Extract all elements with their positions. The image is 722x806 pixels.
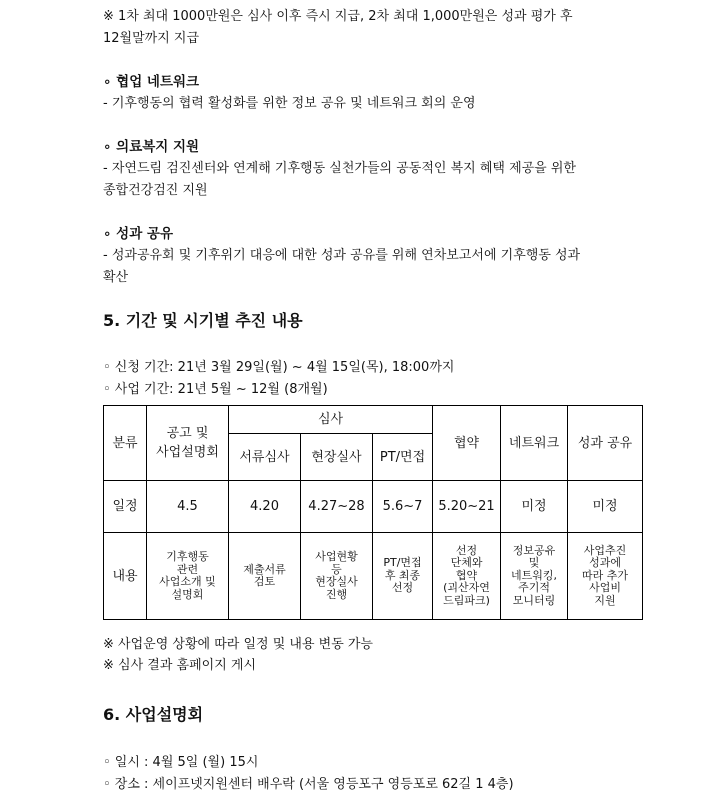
schedule-cell: 5.6~7	[373, 481, 433, 533]
header-site-inspection: 현장실사	[301, 434, 373, 481]
business-period: ◦ 사업 기간: 21년 5월 ~ 12월 (8개월)	[103, 382, 328, 397]
content-cell: 사업추진 성과에 따라 추가 사업비 지원	[568, 533, 643, 620]
section-text-medical-line1: - 자연드림 검진센터와 연계해 기후행동 실천가들의 공동적인 복지 혜택 제공을 위한	[103, 161, 576, 176]
section-text-medical-line2: 종합건강검진 지원	[103, 183, 208, 198]
schedule-cell: 4.5	[147, 481, 229, 533]
schedule-table	[103, 405, 643, 620]
briefing-date: ◦ 일시 : 4월 5일 (월) 15시	[103, 755, 259, 770]
section-title-medical: ∘ 의료복지 지원	[103, 139, 200, 155]
schedule-cell: 5.20~21	[433, 481, 501, 533]
payment-note-line1: ※ 1차 최대 1000만원은 심사 이후 즉시 지급, 2차 최대 1,000만원은 성과 평가 후	[103, 9, 573, 24]
content-cell: 기후행동 관련 사업소개 및 설명회	[147, 533, 229, 620]
schedule-cell: 4.20	[229, 481, 301, 533]
table-note-change: ※ 사업운영 상황에 따라 일정 및 내용 변동 가능	[103, 637, 373, 652]
payment-note-line2: 12월말까지 지급	[103, 31, 200, 46]
heading-section-6: 6. 사업설명회	[103, 705, 204, 724]
content-cell: PT/면접 후 최종 선정	[373, 533, 433, 620]
header-network: 네트워크	[501, 406, 568, 481]
content-cell: 제출서류 검토	[229, 533, 301, 620]
row-label-content: 내용	[104, 533, 147, 620]
row-label-schedule: 일정	[104, 481, 147, 533]
table-row	[104, 533, 643, 620]
section-title-share: ∘ 성과 공유	[103, 226, 174, 242]
header-category: 분류	[104, 406, 147, 481]
header-review: 심사	[229, 406, 433, 434]
heading-section-5: 5. 기간 및 시기별 추진 내용	[103, 311, 303, 330]
header-announce: 공고 및 사업설명회	[147, 406, 229, 481]
header-pt-interview: PT/면접	[373, 434, 433, 481]
header-agreement: 협약	[433, 406, 501, 481]
table-row	[104, 481, 643, 533]
briefing-place: ◦ 장소 : 세이프넷지원센터 배우락 (서울 영등포구 영등포로 62길 1 4층)	[103, 777, 514, 792]
schedule-cell: 미정	[568, 481, 643, 533]
schedule-cell: 4.27~28	[301, 481, 373, 533]
header-document-review: 서류심사	[229, 434, 301, 481]
content-cell: 사업현황 등 현장실사 진행	[301, 533, 373, 620]
section-text-share-line2: 확산	[103, 270, 129, 285]
table-note-result: ※ 심사 결과 홈페이지 게시	[103, 658, 257, 673]
content-cell: 선정 단체와 협약 (괴산자연 드림파크)	[433, 533, 501, 620]
content-cell: 정보공유 및 네트워킹, 주기적 모니터링	[501, 533, 568, 620]
section-title-network: ∘ 협업 네트워크	[103, 74, 200, 90]
section-text-share-line1: - 성과공유회 및 기후위기 대응에 대한 성과 공유를 위해 연차보고서에 기후행동 성과	[103, 248, 581, 263]
apply-period: ◦ 신청 기간: 21년 3월 29일(월) ~ 4월 15일(목), 18:00까지	[103, 360, 455, 375]
section-text-network: - 기후행동의 협력 활성화를 위한 정보 공유 및 네트워크 회의 운영	[103, 96, 476, 111]
header-share: 성과 공유	[568, 406, 643, 481]
schedule-cell: 미정	[501, 481, 568, 533]
